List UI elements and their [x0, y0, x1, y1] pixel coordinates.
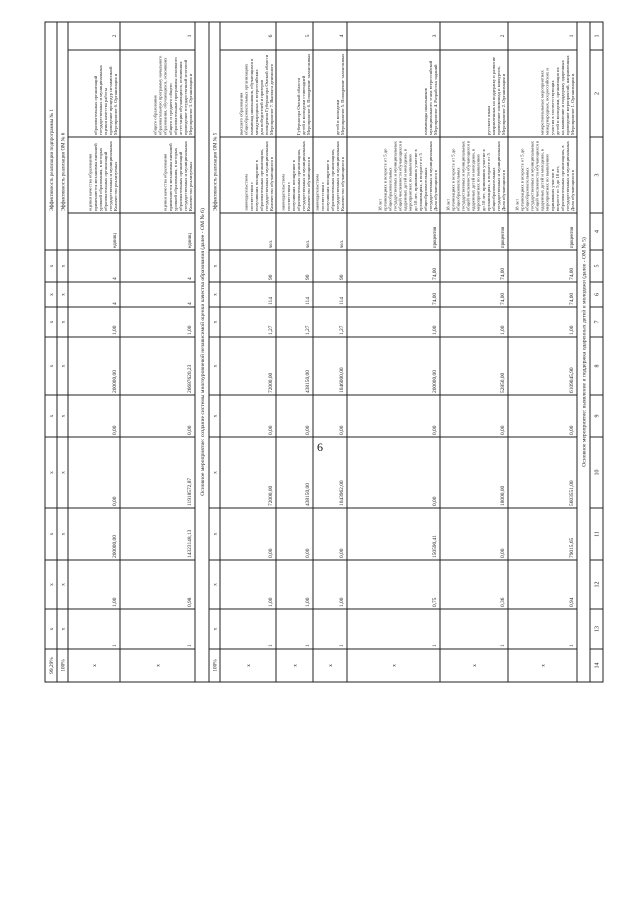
- row-number: 2: [112, 34, 118, 38]
- mark-x: x: [60, 264, 67, 268]
- indicator-name: применяются механизмы внешней: [167, 143, 173, 211]
- value-c11: 0,00: [305, 548, 311, 558]
- value-c7: 1,00: [112, 325, 118, 335]
- unit: чел.: [269, 239, 274, 248]
- header-number: 10: [594, 469, 601, 476]
- mark-x: x: [60, 414, 67, 418]
- value-c8: 52850,00: [500, 372, 506, 393]
- indicator-name: Доля обучающихся в: [433, 169, 438, 211]
- value-c12: 0,98: [187, 597, 193, 607]
- value-c12: 1,00: [339, 597, 345, 607]
- mark-x: x: [49, 264, 55, 268]
- indicator-name: организациях, в возрасте от 5: [417, 153, 423, 211]
- value-c10: 5603551,00: [569, 480, 575, 506]
- mark-x: x: [60, 627, 67, 631]
- value-c11: 200000,00: [112, 535, 118, 558]
- indicator-name: получивших поощрение в: [290, 160, 296, 211]
- value-c6: 114: [339, 297, 345, 305]
- indicator-name: соответствии с: [248, 181, 254, 211]
- mark-x: x: [246, 664, 252, 667]
- header-number: 13: [594, 626, 601, 632]
- value-c8: 438150,00: [305, 370, 311, 393]
- measure-name: Мероприятие 1. Организация и: [570, 73, 575, 135]
- header-number: 1: [594, 34, 601, 38]
- value-c7: 1,00: [187, 325, 193, 335]
- indicator-name: образовательных организациях,: [258, 148, 264, 211]
- measure-name: детей и молодежи: [334, 99, 340, 135]
- mark-x: x: [49, 320, 55, 324]
- value-c8: 72000,00: [268, 372, 274, 393]
- measure-name: поощрения Губернатора Омской области: [263, 54, 269, 135]
- header-number: 12: [594, 581, 601, 588]
- value-c10: 0,00: [112, 496, 118, 506]
- header-number: 6: [594, 293, 601, 296]
- mark-x: x: [328, 664, 334, 667]
- measure-name: направленных на поддержку и развитие: [490, 56, 496, 135]
- value-c13: 1: [305, 644, 311, 647]
- value-c8: 200000,00: [432, 370, 438, 393]
- value-c8: 1046000,00: [339, 367, 345, 393]
- indicator-name: возрасте от 5 до 18 лет,: [554, 165, 560, 211]
- value-c5: 90: [268, 274, 274, 280]
- value-c9: 0,00: [187, 425, 193, 435]
- row-number: 4: [339, 34, 345, 38]
- measure-name: общего и среднего общего: [167, 83, 173, 135]
- unit: чел.: [340, 239, 345, 248]
- measure-name: оценки качества работы: [102, 88, 108, 135]
- mark-x: x: [49, 293, 55, 296]
- value-c9: 0,00: [268, 425, 274, 435]
- mark-x: x: [60, 293, 67, 296]
- mark-x: x: [212, 414, 219, 418]
- value-c13: 1: [187, 644, 193, 647]
- value-c13: 1: [112, 644, 118, 647]
- summary-value: 100%: [60, 659, 67, 672]
- indicator-name: одаренных детей и молодежи, в: [539, 148, 545, 211]
- value-c10: 0,00: [432, 496, 438, 506]
- measure-name: проведение государственной итоговой: [182, 59, 188, 135]
- indicator-name: мероприятиях по выявлению: [544, 154, 550, 211]
- indicator-name: Количество обучающихся в: [306, 156, 311, 211]
- indicator-name: общеобразовательных: [524, 167, 530, 211]
- measure-name: Мероприятие 2. Организация и: [501, 73, 506, 135]
- mark-x: x: [60, 364, 67, 368]
- indicator-name: уровней образования, в которых: [172, 147, 178, 211]
- unit: процентов: [570, 226, 575, 248]
- indicator-name: уровней образования, в которых: [97, 147, 103, 211]
- value-c6: 74,00: [432, 292, 438, 305]
- header-number: 4: [594, 230, 601, 233]
- measure-name: общеобразовательных организациях: [243, 63, 249, 135]
- value-c13: 1: [339, 644, 345, 647]
- mark-x: x: [212, 532, 219, 536]
- value-c8: 6109045,90: [569, 367, 575, 393]
- value-c9: 0,00: [500, 425, 506, 435]
- measure-name: образовательных организаций: [92, 75, 98, 135]
- mark-x: x: [49, 471, 55, 474]
- value-c5: 74,00: [432, 267, 438, 280]
- value-c11: 0,00: [500, 548, 506, 558]
- indicator-name: государственных и муниципальных: [392, 141, 398, 211]
- header-number: 3: [594, 173, 601, 177]
- indicator-name: государственных и муниципальных: [263, 141, 269, 211]
- mark-x: x: [60, 471, 67, 474]
- header-number: 8: [594, 364, 601, 368]
- unit: чел.: [306, 239, 311, 248]
- indicator-name: мероприятиях по выявлению: [475, 154, 481, 211]
- value-c5: 90: [339, 274, 345, 280]
- header-number: 9: [594, 414, 601, 418]
- indicator-name: оценки качества образования: [162, 153, 168, 211]
- mark-x: x: [472, 664, 478, 667]
- indicator-name: одаренных детей и молодежи, в: [402, 148, 408, 211]
- value-c12: 0,36: [500, 597, 506, 607]
- measure-name: международных и всероссийских: [253, 69, 259, 135]
- value-c9: 0,00: [432, 425, 438, 435]
- measure-name: общего образования: [152, 95, 158, 135]
- measure-name: олимпиады школьников: [422, 88, 428, 135]
- indicator-name: государственных и муниципальных: [564, 141, 570, 211]
- indicator-name: государственных и муниципальных: [300, 141, 306, 211]
- indicator-name: государственных и муниципальных: [529, 141, 535, 211]
- summary-label: Эффективность реализации ОМ № 5: [213, 132, 219, 211]
- indicator-name: Количество реализуемых: [113, 161, 118, 211]
- mark-x: x: [212, 471, 219, 474]
- indicator-name: образовательных организациях, в: [559, 145, 565, 211]
- row-number: 3: [432, 34, 438, 38]
- indicator-name: оценки качества образования: [87, 153, 93, 211]
- measure-name: проведение процедур независимой: [107, 66, 113, 135]
- mark-x: x: [60, 532, 67, 536]
- indicator-name: государственных и муниципальных: [107, 141, 113, 211]
- value-c11: 79015,65: [569, 537, 575, 558]
- measure-name: детей и молодежи стипендией: [300, 75, 306, 135]
- indicator-name: общей численности обучающихся в: [534, 140, 540, 211]
- section-title: Основное мероприятие: выявление и поддержка одаренных детей и молодежи (далее - ОМ № 5): [581, 237, 588, 467]
- row-number: 1: [187, 34, 193, 38]
- unit: единиц: [188, 233, 193, 248]
- measure-name: образовательную программу начального: [157, 55, 163, 135]
- measure-name: Мероприятие 4. Разработка заданий: [433, 64, 438, 135]
- value-c7: 1,00: [500, 325, 506, 335]
- indicator-name: Количество обучающихся в: [340, 156, 345, 211]
- indicator-name: мероприятиях по выявлению: [407, 154, 413, 211]
- indicator-name: получивших поощрение в: [324, 160, 330, 211]
- indicator-name: Количество обучающихся в: [269, 156, 274, 211]
- value-c11: 0,00: [268, 548, 274, 558]
- indicator-name: образовательных организаций: [177, 151, 183, 211]
- value-c8: 26687620,23: [187, 364, 193, 393]
- measure-name: государственных и муниципальных: [97, 65, 103, 135]
- program-label: Эффективность реализации подпрограммы № 1: [50, 109, 55, 211]
- program-value: 99,29%: [49, 657, 55, 674]
- mark-x: x: [155, 664, 162, 667]
- mark-x: x: [391, 664, 398, 667]
- unit: процентов: [433, 226, 438, 248]
- value-c5: 74,00: [500, 267, 506, 280]
- value-c13: 1: [432, 644, 438, 647]
- value-c12: 1,00: [268, 597, 274, 607]
- value-c6: 74,00: [569, 292, 575, 305]
- value-c6: 114: [305, 297, 311, 305]
- mark-x: x: [292, 664, 299, 667]
- indicator-name: до 18 лет, принявших участие в: [480, 149, 486, 211]
- indicator-name: государственных и муниципальных: [460, 141, 466, 211]
- value-c13: 1: [500, 644, 506, 647]
- value-c7: 1,27: [268, 325, 274, 335]
- indicator-name: 18 лет: [377, 198, 383, 211]
- indicator-name: соответствии с: [285, 181, 291, 211]
- indicator-name: Доля обучающихся в: [570, 169, 575, 211]
- measure-name: проведение олимпиад и конкурсов,: [495, 66, 501, 135]
- header-number: 2: [594, 92, 601, 95]
- value-c9: 0,00: [305, 425, 311, 435]
- measure-name: проведение мероприятий, направленных: [564, 55, 570, 135]
- indicator-name: организациях в возрасте от 5 до: [450, 148, 456, 211]
- value-c10: 438150,00: [305, 483, 311, 506]
- mark-x: x: [212, 293, 219, 296]
- value-c5: 74,00: [569, 267, 575, 280]
- indicator-name: получивших поощрение в: [253, 160, 259, 211]
- value-c5: 4: [112, 277, 118, 280]
- mark-x: x: [212, 364, 219, 368]
- section-title: Основное мероприятие: создание системы многоуровневой независимой оценки качества образования (далее - ОМ № 6): [200, 208, 206, 496]
- mark-x: x: [212, 264, 219, 268]
- value-c5: 4: [187, 277, 193, 280]
- mark-x: x: [212, 627, 219, 631]
- mark-x: x: [212, 583, 219, 586]
- indicator-name: государственных и муниципальных: [427, 141, 433, 211]
- indicator-name: применяются механизмы внешней: [92, 143, 98, 211]
- measure-name: межрегиональных мероприятиях: [539, 70, 545, 135]
- mark-x: x: [540, 664, 547, 667]
- indicator-name: соответствии с: [319, 181, 325, 211]
- row-number: 1: [569, 34, 575, 38]
- measure-name: образовательные программы основного: [172, 57, 178, 135]
- value-c6: 114: [268, 297, 274, 305]
- value-c12: 1,00: [112, 597, 118, 607]
- value-c13: 1: [268, 644, 274, 647]
- indicator-name: Количество реализуемых: [188, 161, 193, 211]
- value-c12: 0,75: [432, 597, 438, 607]
- indicator-name: одаренных детей и молодежи, в: [470, 148, 476, 211]
- value-c9: 0,00: [112, 425, 118, 435]
- value-c12: 0,94: [569, 597, 575, 607]
- value-c7: 1,00: [569, 325, 575, 335]
- indicator-name: общей численности обучающихся в: [465, 140, 471, 211]
- mark-x: x: [60, 583, 67, 586]
- value-c10: 1043962,00: [339, 480, 345, 506]
- header-number: 14: [594, 662, 601, 669]
- mark-x: x: [92, 664, 98, 667]
- page-number: 6: [317, 440, 323, 454]
- indicator-name: законодательством: [314, 174, 320, 211]
- header-number: 5: [594, 264, 601, 268]
- indicator-name: общей численности обучающихся в: [397, 140, 403, 211]
- value-c13: 1: [569, 644, 575, 647]
- indicator-name: 18 лет: [445, 198, 451, 211]
- table-border: [45, 22, 603, 682]
- indicator-name: образовательных организациях,: [329, 148, 335, 211]
- measure-name: на выявление и поддержку одаренных: [559, 60, 565, 135]
- mark-x: x: [60, 320, 67, 324]
- indicator-name: государственных и муниципальных: [334, 141, 340, 211]
- measure-name: олимпиад школьников, обучающихся в: [248, 58, 254, 135]
- value-c10: 18000,00: [500, 485, 506, 506]
- indicator-name: законодательством: [280, 174, 286, 211]
- indicator-name: 18 лет: [514, 198, 520, 211]
- indicator-name: общеобразовательных: [422, 167, 428, 211]
- measure-name: участия в соответствующих: [549, 80, 555, 135]
- measure-name: Мероприятие 6. Организация и: [113, 73, 118, 135]
- value-c10: 11918572,87: [187, 477, 193, 506]
- indicator-name: Доля обучающихся в: [501, 169, 506, 211]
- value-c7: 1,00: [432, 325, 438, 335]
- measure-name: образования, обучающихся, освоивших: [162, 57, 168, 135]
- value-c5: 90: [305, 274, 311, 280]
- measure-name: Мероприятие 5. Поощрение талантливых: [340, 53, 345, 135]
- indicator-name: организациях в возрасте от 5 до: [519, 148, 525, 211]
- indicator-name: принявших участие в: [549, 169, 555, 211]
- indicator-name: образовательных организаций: [102, 151, 108, 211]
- row-number: 2: [500, 34, 506, 38]
- measure-name: детей и молодежи, организация их: [554, 67, 560, 135]
- value-c7: 1,27: [305, 325, 311, 335]
- measure-name: для победителей и призеров: [258, 79, 264, 135]
- mark-x: x: [49, 532, 55, 536]
- indicator-name: организациях в возрасте от 5 до: [382, 148, 388, 211]
- value-c6: 4: [112, 302, 118, 305]
- measure-name: международных, всероссийских и: [544, 68, 550, 135]
- indicator-name: государственных и муниципальных: [182, 141, 188, 211]
- value-c11: 14323148,13: [187, 529, 193, 558]
- measure-name: высшего образования: [238, 92, 244, 135]
- mark-x: x: [49, 627, 55, 631]
- measure-name: муниципального этапа всероссийской: [427, 60, 433, 135]
- mark-x: x: [49, 364, 55, 368]
- measure-name: русского языка: [485, 105, 491, 135]
- indicator-name: общеобразовательных: [387, 167, 393, 211]
- indicator-name: образовательных организациях,: [295, 148, 301, 211]
- value-c8: 200000,00: [112, 370, 118, 393]
- value-c6: 4: [187, 302, 193, 305]
- unit: единиц: [113, 233, 118, 248]
- value-c11: 0,00: [339, 548, 345, 558]
- mark-x: x: [49, 414, 55, 418]
- summary-label: Эффективность реализации ОМ № 6: [61, 132, 67, 211]
- value-c6: 74,00: [500, 292, 506, 305]
- value-c10: 72000,00: [268, 485, 274, 506]
- row-number: 5: [305, 34, 311, 38]
- value-c9: 0,00: [339, 425, 345, 435]
- header-number: 11: [594, 531, 601, 537]
- row-number: 6: [268, 34, 274, 38]
- value-c11: 150590,41: [432, 535, 438, 558]
- mark-x: x: [212, 320, 219, 324]
- indicator-name: общеобразовательных: [455, 167, 461, 211]
- indicator-name: государственных и муниципальных: [495, 141, 501, 211]
- value-c7: 1,27: [339, 325, 345, 335]
- indicator-name: до 18 лет, принявших участие в: [412, 149, 418, 211]
- indicator-name: общеобразовательных: [490, 167, 496, 211]
- indicator-name: организациях, в возрасте от 5: [485, 153, 491, 211]
- header-number: 7: [594, 320, 601, 324]
- mark-x: x: [49, 583, 55, 586]
- unit: процентов: [501, 226, 506, 248]
- measure-name: Мероприятие 7. Выплата денежного: [269, 63, 274, 135]
- measure-name: Мероприятие 6. Поощрение талантливых: [306, 53, 311, 135]
- measure-name: Губернатора Омской области: [295, 78, 301, 135]
- measure-name: Мероприятие 3. Организация и: [188, 73, 193, 135]
- value-c9: 0,00: [569, 425, 575, 435]
- indicator-name: законодательством: [243, 174, 249, 211]
- value-c12: 1,00: [305, 597, 311, 607]
- measure-name: аттестации обучающихся, освоивших: [177, 61, 183, 135]
- summary-value: 100%: [212, 659, 219, 672]
